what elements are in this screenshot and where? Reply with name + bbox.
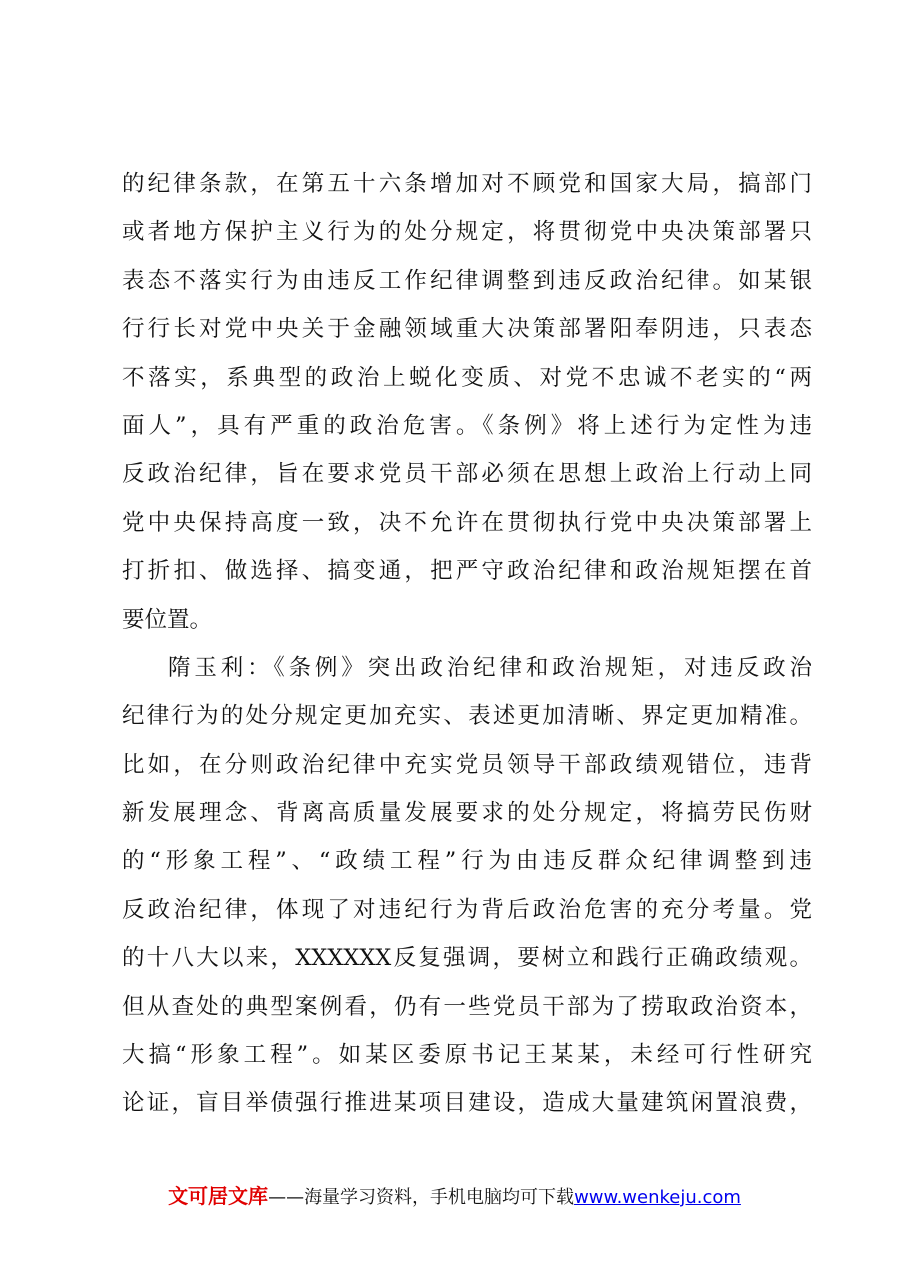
paragraph-2-line-9: 大搞“形象工程”。如某区委原书记王某某，未经可行性研究 bbox=[122, 1042, 812, 1069]
paragraph-1-line-7: 反政治纪律，旨在要求党员干部必须在思想上政治上行动上同 bbox=[122, 461, 812, 488]
page-footer bbox=[0, 1180, 909, 1209]
paragraph-2-line-8: 但从查处的典型案例看，仍有一些党员干部为了捞取政治资本， bbox=[122, 993, 812, 1020]
paragraph-1-line-9: 打折扣、做选择、搞变通，把严守政治纪律和政治规矩摆在首 bbox=[122, 558, 812, 585]
document-body bbox=[122, 160, 812, 1128]
paragraph-1-line-4: 行行长对党中央关于金融领域重大决策部署阳奉阴违，只表态 bbox=[122, 316, 812, 343]
paragraph-1-line-3: 表态不落实行为由违反工作纪律调整到违反政治纪律。如某银 bbox=[122, 267, 812, 294]
paragraph-2-line-2: 纪律行为的处分规定更加充实、表述更加清晰、界定更加精准。 bbox=[122, 703, 812, 730]
footer-brand: 文可居文库 bbox=[168, 1184, 269, 1208]
paragraph-2-line-7: 的十八大以来，XXXXXX反复强调，要树立和践行正确政绩观。 bbox=[122, 945, 812, 972]
paragraph-2-line-6: 反政治纪律，体现了对违纪行为背后政治危害的充分考量。党 bbox=[122, 896, 812, 923]
footer-tagline: ——海量学习资料，手机电脑均可下载 bbox=[268, 1187, 575, 1208]
paragraph-1-line-6: 面人”，具有严重的政治危害。《条例》将上述行为定性为违 bbox=[122, 412, 812, 439]
paragraph-2-line-5: 的“形象工程”、“政绩工程”行为由违反群众纪律调整到违 bbox=[122, 848, 812, 875]
paragraph-1-line-2: 或者地方保护主义行为的处分规定，将贯彻党中央决策部署只 bbox=[122, 219, 812, 246]
footer-site-link[interactable]: www.wenkeju.com bbox=[574, 1187, 741, 1208]
paragraph-2-line-4: 新发展理念、背离高质量发展要求的处分规定，将搞劳民伤财 bbox=[122, 800, 812, 827]
paragraph-1-line-1: 的纪律条款，在第五十六条增加对不顾党和国家大局，搞部门 bbox=[122, 171, 812, 197]
paragraph-2-line-10: 论证，盲目举债强行推进某项目建设，造成大量建筑闲置浪费， bbox=[122, 1090, 812, 1117]
paragraph-1-line-10: 要位置。 bbox=[122, 606, 213, 633]
paragraph-1-line-8: 党中央保持高度一致，决不允许在贯彻执行党中央决策部署上 bbox=[122, 509, 812, 536]
paragraph-2-line-1: 隋玉利：《条例》突出政治纪律和政治规矩，对违反政治 bbox=[168, 654, 812, 681]
paragraph-2-line-3: 比如，在分则政治纪律中充实党员领导干部政绩观错位，违背 bbox=[122, 751, 812, 778]
paragraph-1-line-5: 不落实，系典型的政治上蜕化变质、对党不忠诚不老实的“两 bbox=[122, 364, 812, 391]
